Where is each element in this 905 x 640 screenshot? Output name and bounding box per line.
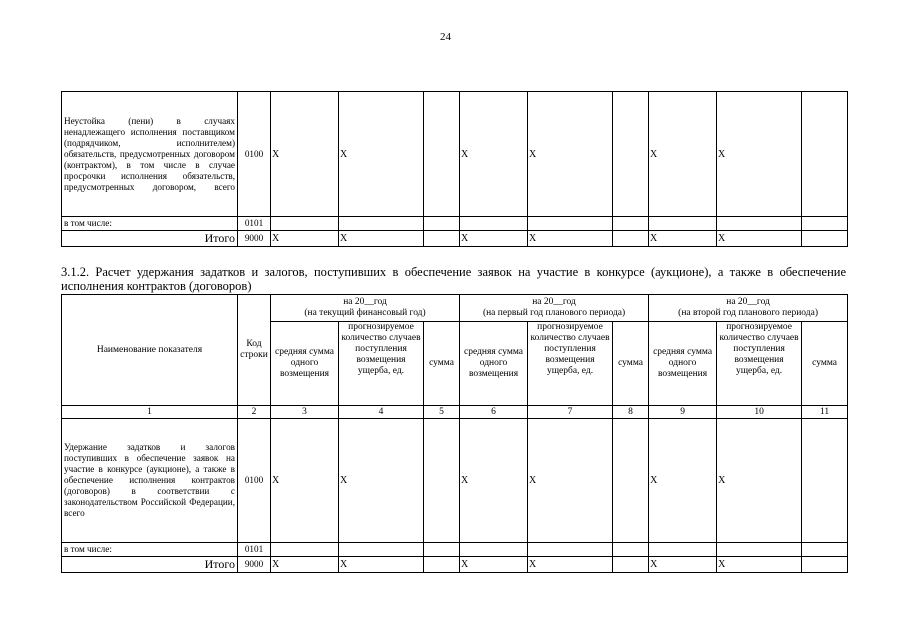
mark-cell: X [339,419,424,543]
mark-cell: X [271,92,339,217]
total-label: Итого [62,231,238,247]
mark-cell: X [528,557,613,573]
mark-cell: X [271,557,339,573]
col-number: 2 [238,406,271,419]
period-header-first [460,295,649,322]
avg-sum-header: средняя сумма одного возмещения [460,322,528,406]
deposit-retention-table [61,294,848,573]
page-number: 24 [440,31,451,43]
including-code: 0101 [238,543,271,557]
avg-sum-header: средняя сумма одного возмещения [649,322,717,406]
total-code: 9000 [238,557,271,573]
mark-cell: X [649,419,717,543]
period-year: на 20__год [343,297,387,307]
col-number: 3 [271,406,339,419]
count-header: прогнозируемое количество случаев поступления возмещения ущерба, ед. [339,322,424,406]
indicator-header: Наименование показателя [62,295,238,406]
total-code: 9000 [238,231,271,247]
mark-cell: X [649,557,717,573]
col-number: 9 [649,406,717,419]
mark-cell: X [528,231,613,247]
mark-cell: X [649,92,717,217]
col-number: 7 [528,406,613,419]
deposit-row-code: 0100 [238,419,271,543]
mark-cell: X [717,231,802,247]
mark-cell: X [339,231,424,247]
count-header: прогнозируемое количество случаев поступления возмещения ущерба, ед. [528,322,613,406]
deposit-row-label: Удержание задатков и залогов поступивших в обеспечение заявок на участие в конкурсе (аукционе), а также в обеспечение исполнения контрактов (договоров) в соответствии с законодательством Российской Федерации, всего [62,419,238,543]
period-year: на 20__год [532,297,576,307]
period-header-current [271,295,460,322]
col-number: 1 [62,406,238,419]
col-number: 6 [460,406,528,419]
period-desc: (на второй год планового периода) [678,308,818,318]
mark-cell: X [460,419,528,543]
col-number: 11 [802,406,848,419]
empty-cell [424,92,460,217]
code-header: Код строки [238,295,271,406]
sum-header: сумма [424,322,460,406]
period-header-second [649,295,848,322]
period-desc: (на первый год планового периода) [482,308,626,318]
mark-cell: X [717,557,802,573]
section-heading: 3.1.2. Расчет удержания задатков и залогов, поступивших в обеспечение заявок на участие в конкурсе (аукционе), а также в обеспечение исполнения контрактов (договоров) [61,265,846,293]
period-year: на 20__год [726,297,770,307]
mark-cell: X [528,419,613,543]
mark-cell: X [460,92,528,217]
total-label: Итого [62,557,238,573]
including-label: в том числе: [62,543,238,557]
col-number: 4 [339,406,424,419]
mark-cell: X [460,231,528,247]
mark-cell: X [339,557,424,573]
empty-cell [613,92,649,217]
col-number: 5 [424,406,460,419]
col-number: 10 [717,406,802,419]
penalty-table [61,91,848,247]
mark-cell: X [717,92,802,217]
penalty-row-code: 0100 [238,92,271,217]
mark-cell: X [460,557,528,573]
col-number: 8 [613,406,649,419]
mark-cell: X [339,92,424,217]
period-desc: (на текущий финансовый год) [304,308,426,318]
mark-cell: X [271,419,339,543]
including-label: в том числе: [62,217,238,231]
including-code: 0101 [238,217,271,231]
count-header: прогнозируемое количество случаев поступления возмещения ущерба, ед. [717,322,802,406]
mark-cell: X [717,419,802,543]
avg-sum-header: средняя сумма одного возмещения [271,322,339,406]
mark-cell: X [271,231,339,247]
mark-cell: X [528,92,613,217]
sum-header: сумма [613,322,649,406]
penalty-row-label: Неустойка (пени) в случаях ненадлежащего исполнения поставщиком (подрядчиком, исполнителем) обязательств, предусмотренных договором (контрактом), в том числе в случае просрочки исполнения обязательств, предусмотренных договором, всего [62,92,238,217]
empty-cell [802,92,848,217]
sum-header: сумма [802,322,848,406]
mark-cell: X [649,231,717,247]
